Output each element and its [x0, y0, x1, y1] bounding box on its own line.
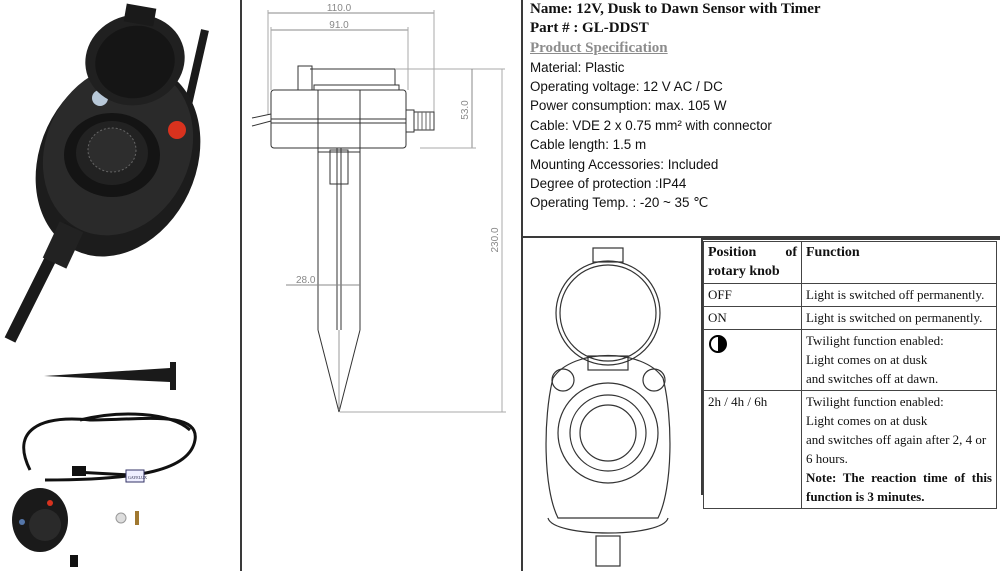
knob-function-table — [703, 241, 997, 509]
product-photo — [0, 0, 240, 571]
svg-text:91.0: 91.0 — [329, 20, 349, 31]
table-row: Twilight function enabled: Light comes on at dusk and switches off at dawn. — [704, 330, 997, 391]
svg-text:GAYELUX: GAYELUX — [128, 475, 147, 480]
product-name: Name: 12V, Dusk to Dawn Sensor with Timer — [530, 1, 821, 17]
part-number: Part # : GL-DDST — [530, 20, 649, 36]
svg-text:53.0: 53.0 — [460, 100, 471, 120]
product-photos-panel — [0, 0, 240, 571]
header-function: Function — [802, 242, 997, 284]
spec-protection: Degree of protection :IP44 — [530, 176, 687, 191]
spec-temperature: Operating Temp. : -20 ~ 35 ℃ — [530, 195, 709, 210]
svg-text:230.0: 230.0 — [490, 227, 501, 253]
spec-cable-length: Cable length: 1.5 m — [530, 137, 647, 152]
spec-cable: Cable: VDE 2 x 0.75 mm² with connector — [530, 118, 772, 133]
svg-text:28.0: 28.0 — [296, 275, 316, 286]
technical-drawing — [242, 0, 521, 571]
table-row: OFF Light is switched off permanently. — [704, 284, 997, 307]
svg-text:110.0: 110.0 — [326, 3, 352, 14]
device-line-drawing — [523, 238, 701, 571]
table-header-row — [704, 242, 997, 284]
spec-accessories: Mounting Accessories: Included — [530, 157, 719, 172]
spec-material: Material: Plastic — [530, 60, 625, 75]
table-row: 2h / 4h / 6h Twilight function enabled: Light comes on at dusk and switches off again after 2, 4 or 6 hours. Note: The reaction time of this function is 3 minutes. — [704, 391, 997, 509]
red-led-icon — [168, 121, 186, 139]
specification-panel — [523, 0, 1000, 236]
half-circle-icon — [708, 334, 728, 354]
knob-function-panel — [523, 238, 1000, 571]
table-row: ON Light is switched on permanently. — [704, 307, 997, 330]
header-position: Position of rotary knob — [704, 242, 802, 284]
spec-voltage: Operating voltage: 12 V AC / DC — [530, 79, 723, 94]
spec-power: Power consumption: max. 105 W — [530, 98, 727, 113]
section-title: Product Specification — [530, 40, 668, 56]
